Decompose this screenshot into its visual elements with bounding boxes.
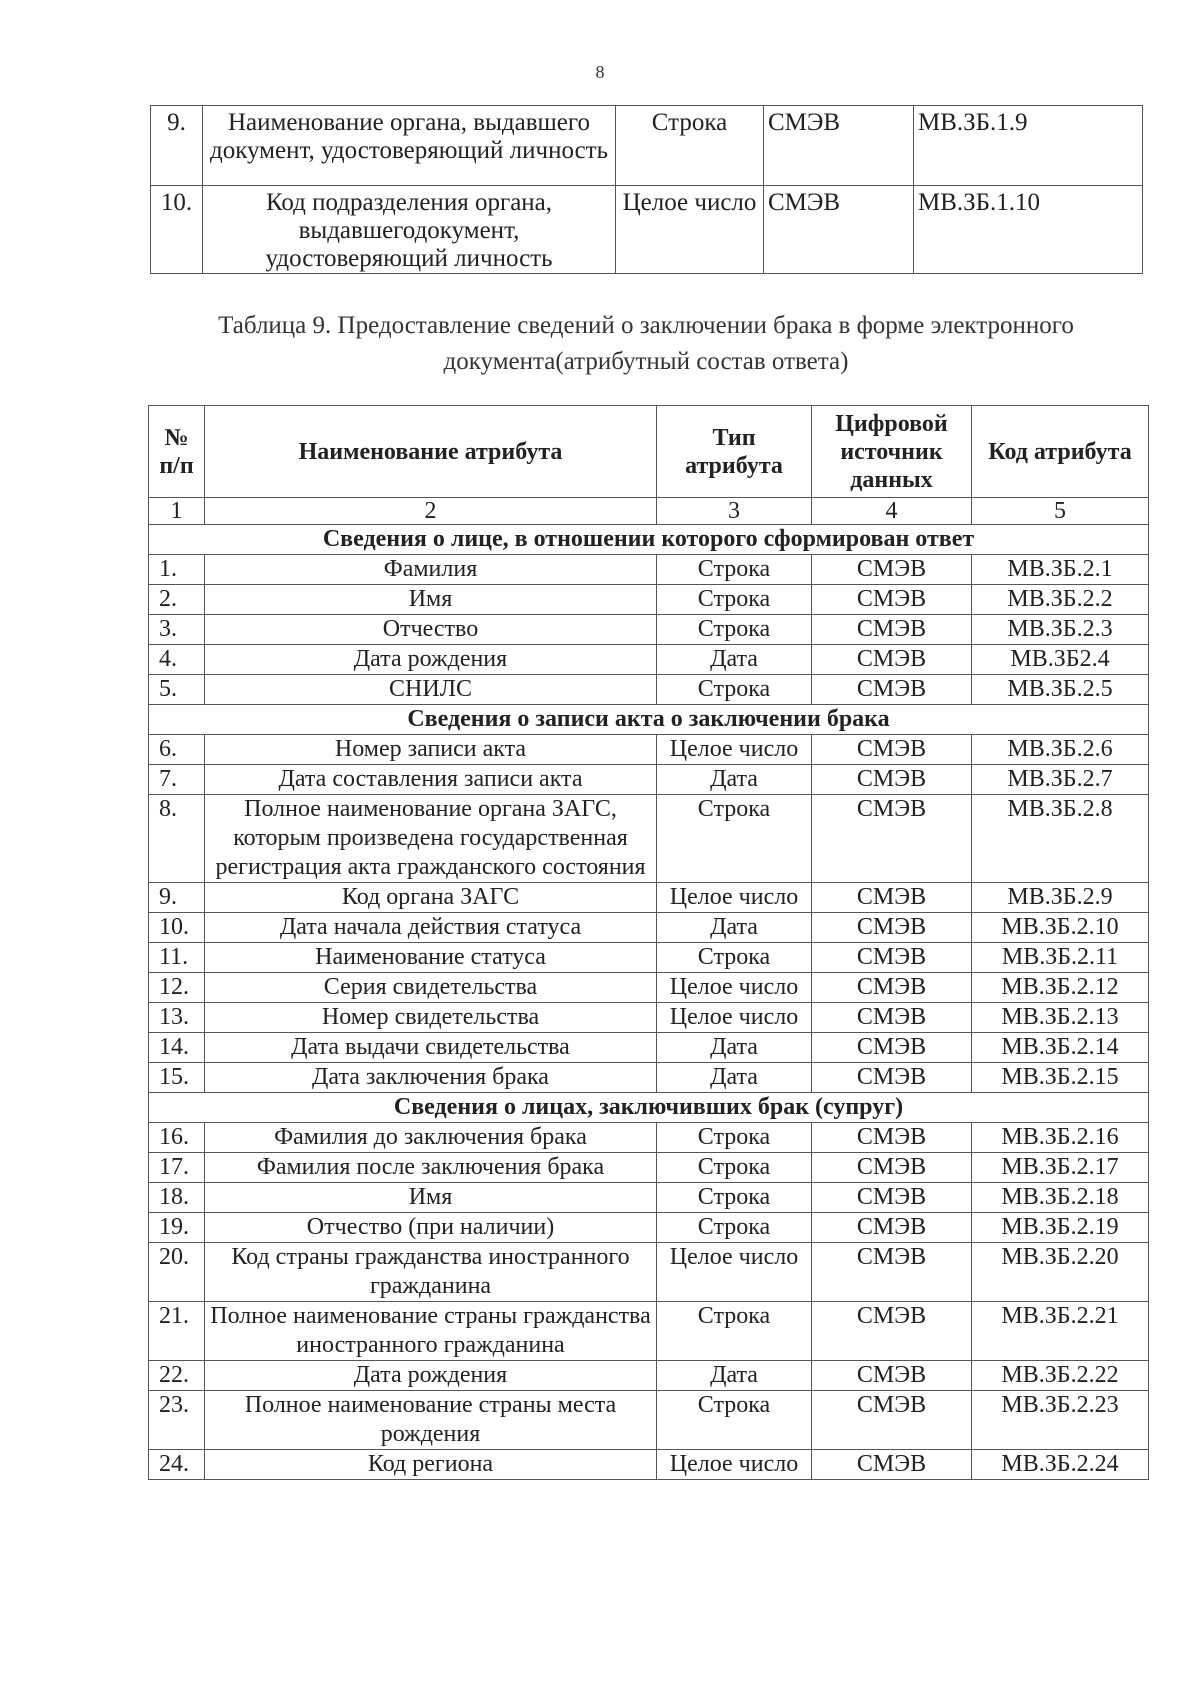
data-source: СМЭВ [764, 186, 914, 274]
top-table-body [151, 106, 1143, 274]
row-number: 16. [149, 1123, 205, 1153]
attribute-type: Целое число [657, 1243, 812, 1302]
data-source: СМЭВ [812, 1003, 972, 1033]
row-number: 19. [149, 1213, 205, 1243]
attribute-name: Дата выдачи свидетельства [205, 1033, 657, 1063]
table-row [149, 735, 1149, 765]
attribute-type: Целое число [657, 735, 812, 765]
attribute-name: Номер записи акта [205, 735, 657, 765]
attribute-type: Целое число [616, 186, 764, 274]
header-num: № п/п [149, 406, 205, 498]
attribute-type: Строка [657, 1123, 812, 1153]
index-cell: 3 [657, 498, 812, 525]
row-number: 3. [149, 615, 205, 645]
data-source: СМЭВ [812, 735, 972, 765]
attribute-code: МВ.ЗБ.2.5 [972, 675, 1149, 705]
attribute-type: Строка [657, 1153, 812, 1183]
data-source: СМЭВ [812, 1033, 972, 1063]
data-source: СМЭВ [812, 795, 972, 883]
data-source: СМЭВ [812, 1123, 972, 1153]
attribute-code: МВ.ЗБ.2.16 [972, 1123, 1149, 1153]
data-source: СМЭВ [812, 973, 972, 1003]
attribute-name: Фамилия до заключения брака [205, 1123, 657, 1153]
header-code: Код атрибута [972, 406, 1149, 498]
index-row [149, 498, 1149, 525]
attribute-name: Код органа ЗАГС [205, 883, 657, 913]
table-row [149, 1063, 1149, 1093]
data-source: СМЭВ [812, 1361, 972, 1391]
data-source: СМЭВ [812, 1063, 972, 1093]
attribute-name: Имя [205, 585, 657, 615]
attribute-type: Дата [657, 765, 812, 795]
attribute-code: МВ.ЗБ.2.12 [972, 973, 1149, 1003]
data-source: СМЭВ [812, 1391, 972, 1450]
attribute-name: Имя [205, 1183, 657, 1213]
attribute-code: МВ.ЗБ.2.6 [972, 735, 1149, 765]
row-number: 8. [149, 795, 205, 883]
data-source: СМЭВ [812, 883, 972, 913]
row-number: 9. [149, 883, 205, 913]
attribute-type: Строка [657, 1302, 812, 1361]
data-source: СМЭВ [812, 615, 972, 645]
attribute-code: МВ.ЗБ.2.10 [972, 913, 1149, 943]
attribute-type: Строка [657, 943, 812, 973]
table-row [149, 555, 1149, 585]
table-row [149, 675, 1149, 705]
attribute-name: Код страны гражданства иностранного гражданина [205, 1243, 657, 1302]
row-number: 5. [149, 675, 205, 705]
attribute-code: МВ.ЗБ.2.23 [972, 1391, 1149, 1450]
data-source: СМЭВ [812, 585, 972, 615]
index-cell: 5 [972, 498, 1149, 525]
attribute-code: МВ.ЗБ.2.9 [972, 883, 1149, 913]
header-type: Тип атрибута [657, 406, 812, 498]
header-name: Наименование атрибута [205, 406, 657, 498]
row-number: 18. [149, 1183, 205, 1213]
row-number: 2. [149, 585, 205, 615]
section-title: Сведения о лице, в отношении которого сформирован ответ [149, 525, 1149, 555]
table-row [149, 1213, 1149, 1243]
attribute-type: Строка [657, 1391, 812, 1450]
attribute-code: МВ.ЗБ.2.13 [972, 1003, 1149, 1033]
row-number: 7. [149, 765, 205, 795]
attribute-type: Целое число [657, 973, 812, 1003]
table-row [149, 1183, 1149, 1213]
row-number: 23. [149, 1391, 205, 1450]
row-number: 22. [149, 1361, 205, 1391]
header-source: Цифровой источник данных [812, 406, 972, 498]
attribute-type: Строка [657, 1213, 812, 1243]
data-source: СМЭВ [812, 1153, 972, 1183]
row-number: 1. [149, 555, 205, 585]
attribute-type: Строка [657, 615, 812, 645]
data-source: СМЭВ [812, 765, 972, 795]
attribute-name: Отчество [205, 615, 657, 645]
data-source: СМЭВ [812, 1302, 972, 1361]
attribute-code: МВ.ЗБ.2.15 [972, 1063, 1149, 1093]
row-number: 12. [149, 973, 205, 1003]
section-row [149, 525, 1149, 555]
row-number: 14. [149, 1033, 205, 1063]
attribute-code: МВ.ЗБ.2.1 [972, 555, 1149, 585]
attribute-name: Полное наименование органа ЗАГС, которым произведена государственная регистрация акта гражданского состояния [205, 795, 657, 883]
section-title: Сведения о записи акта о заключении брака [149, 705, 1149, 735]
table-row [149, 1361, 1149, 1391]
attribute-name: Серия свидетельства [205, 973, 657, 1003]
section-title: Сведения о лицах, заключивших брак (супруг) [149, 1093, 1149, 1123]
attribute-name: Полное наименование страны гражданства иностранного гражданина [205, 1302, 657, 1361]
table-row [151, 186, 1143, 274]
attribute-name: Наименование органа, выдавшего документ, удостоверяющий личность [203, 106, 616, 186]
attribute-code: МВ.ЗБ.2.20 [972, 1243, 1149, 1302]
attribute-type: Строка [657, 555, 812, 585]
attribute-name: Номер свидетельства [205, 1003, 657, 1033]
attribute-code: МВ.ЗБ.2.18 [972, 1183, 1149, 1213]
attribute-code: МВ.ЗБ.2.11 [972, 943, 1149, 973]
attribute-code: МВ.ЗБ.1.10 [914, 186, 1143, 274]
index-cell: 4 [812, 498, 972, 525]
attribute-type: Дата [657, 1063, 812, 1093]
attributes-body [149, 525, 1149, 1480]
table-caption: Таблица 9. Предоставление сведений о заключении брака в форме электронного документа(атрибутный состав ответа) [218, 312, 1074, 375]
attribute-code: МВ.ЗБ.2.17 [972, 1153, 1149, 1183]
table-row [149, 1302, 1149, 1361]
row-number: 10. [149, 913, 205, 943]
attribute-name: Отчество (при наличии) [205, 1213, 657, 1243]
row-number: 24. [149, 1450, 205, 1480]
attribute-name: Дата рождения [205, 1361, 657, 1391]
attribute-type: Строка [616, 106, 764, 186]
data-source: СМЭВ [812, 943, 972, 973]
attribute-code: МВ.ЗБ.2.21 [972, 1302, 1149, 1361]
attribute-code: МВ.ЗБ.2.8 [972, 795, 1149, 883]
row-number: 13. [149, 1003, 205, 1033]
page-number: 8 [595, 62, 605, 82]
table-row [149, 1450, 1149, 1480]
table-row [149, 973, 1149, 1003]
attribute-type: Строка [657, 1183, 812, 1213]
data-source: СМЭВ [812, 1183, 972, 1213]
index-cell: 1 [149, 498, 205, 525]
table-row [149, 1391, 1149, 1450]
table-row [151, 106, 1143, 186]
data-source: СМЭВ [812, 1243, 972, 1302]
attribute-code: МВ.ЗБ.2.3 [972, 615, 1149, 645]
table-row [149, 615, 1149, 645]
table-row [149, 765, 1149, 795]
row-number: 15. [149, 1063, 205, 1093]
attribute-name: Код региона [205, 1450, 657, 1480]
attribute-type: Целое число [657, 1003, 812, 1033]
table-row [149, 645, 1149, 675]
row-number: 17. [149, 1153, 205, 1183]
row-number: 4. [149, 645, 205, 675]
attribute-name: Дата заключения брака [205, 1063, 657, 1093]
attribute-type: Дата [657, 1033, 812, 1063]
attribute-name: Дата составления записи акта [205, 765, 657, 795]
attribute-code: МВ.ЗБ.2.2 [972, 585, 1149, 615]
attribute-code: МВ.ЗБ.2.22 [972, 1361, 1149, 1391]
row-number: 21. [149, 1302, 205, 1361]
attribute-name: Фамилия [205, 555, 657, 585]
index-cell: 2 [205, 498, 657, 525]
attributes-table [148, 405, 1149, 1480]
attribute-code: МВ.ЗБ.2.7 [972, 765, 1149, 795]
header-row [149, 406, 1149, 498]
table-row [149, 1243, 1149, 1302]
attribute-name: Код подразделения органа, выдавшегодокумент, удостоверяющий личность [203, 186, 616, 274]
attribute-name: Дата рождения [205, 645, 657, 675]
row-number: 10. [151, 186, 203, 274]
attribute-code: МВ.ЗБ.2.24 [972, 1450, 1149, 1480]
data-source: СМЭВ [812, 1213, 972, 1243]
attribute-type: Строка [657, 795, 812, 883]
data-source: СМЭВ [812, 913, 972, 943]
table-row [149, 1153, 1149, 1183]
table-row [149, 943, 1149, 973]
attribute-name: Наименование статуса [205, 943, 657, 973]
attribute-type: Дата [657, 913, 812, 943]
row-number: 9. [151, 106, 203, 186]
row-number: 11. [149, 943, 205, 973]
row-number: 20. [149, 1243, 205, 1302]
table-row [149, 795, 1149, 883]
table-row [149, 883, 1149, 913]
attribute-name: Фамилия после заключения брака [205, 1153, 657, 1183]
attribute-code: МВ.ЗБ.1.9 [914, 106, 1143, 186]
section-row [149, 705, 1149, 735]
table-row [149, 1003, 1149, 1033]
attribute-name: Полное наименование страны места рождения [205, 1391, 657, 1450]
section-row [149, 1093, 1149, 1123]
attribute-type: Строка [657, 585, 812, 615]
attribute-name: СНИЛС [205, 675, 657, 705]
data-source: СМЭВ [764, 106, 914, 186]
data-source: СМЭВ [812, 555, 972, 585]
attribute-code: МВ.ЗБ.2.19 [972, 1213, 1149, 1243]
data-source: СМЭВ [812, 1450, 972, 1480]
data-source: СМЭВ [812, 645, 972, 675]
row-number: 6. [149, 735, 205, 765]
attribute-type: Дата [657, 1361, 812, 1391]
table-row [149, 585, 1149, 615]
attribute-code: МВ.ЗБ.2.14 [972, 1033, 1149, 1063]
top-table [150, 105, 1143, 274]
data-source: СМЭВ [812, 675, 972, 705]
attribute-type: Строка [657, 675, 812, 705]
attribute-name: Дата начала действия статуса [205, 913, 657, 943]
attribute-type: Целое число [657, 883, 812, 913]
attribute-type: Целое число [657, 1450, 812, 1480]
attribute-type: Дата [657, 645, 812, 675]
table-row [149, 913, 1149, 943]
attribute-code: МВ.ЗБ2.4 [972, 645, 1149, 675]
table-row [149, 1033, 1149, 1063]
table-row [149, 1123, 1149, 1153]
